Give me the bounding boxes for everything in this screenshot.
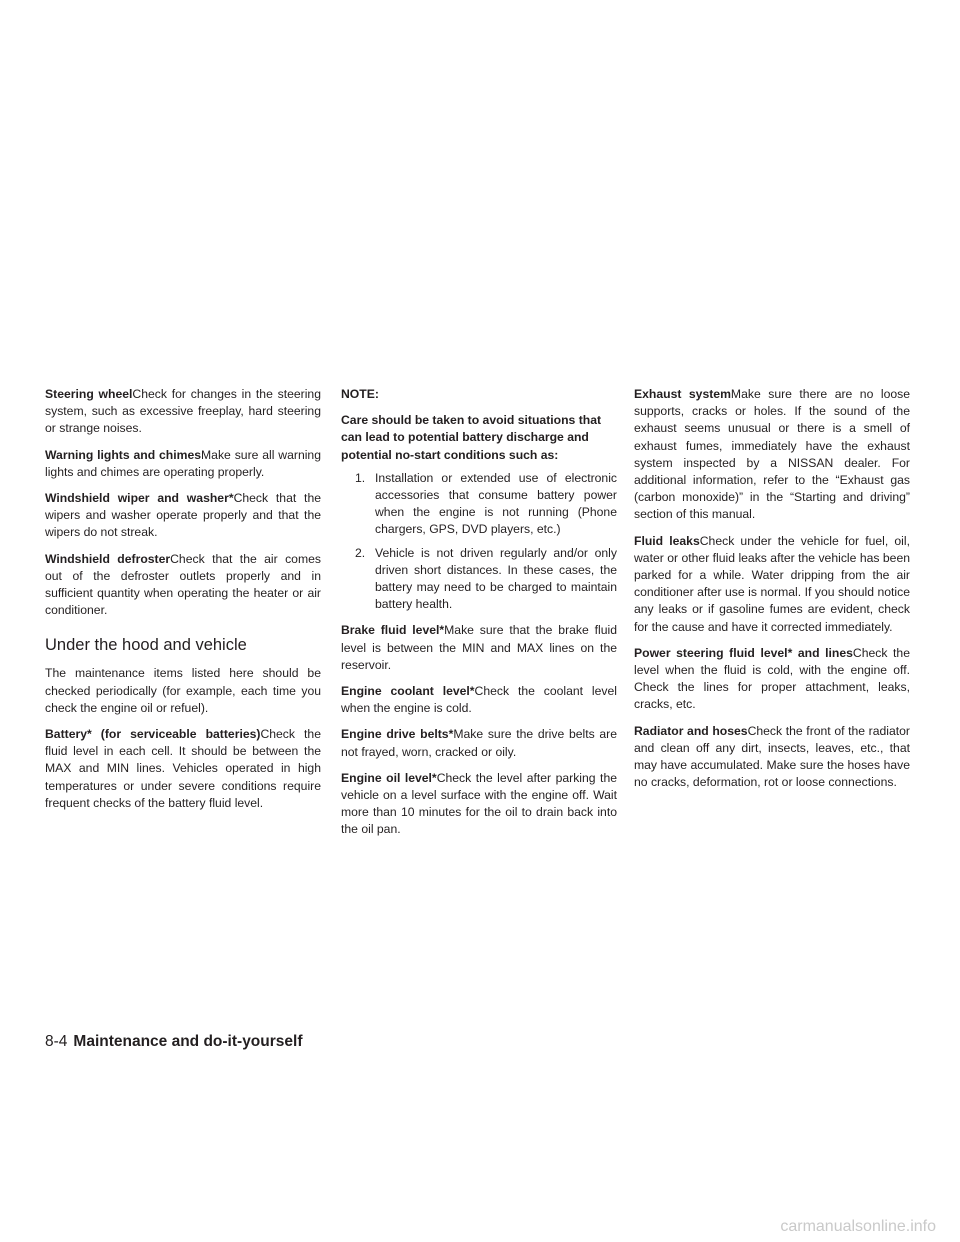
item-text: Check that the wipers and washer operate properly and that the wipers do not streak.: [45, 491, 321, 540]
watermark: carmanualsonline.info: [780, 1218, 936, 1235]
item-term: Warning lights and chimes: [45, 447, 202, 462]
list-number: 1.: [355, 470, 366, 485]
item-power-steering: [634, 645, 910, 714]
item-text: Check the level when the fluid is cold, with the engine off. Check the lines for proper attachment, leaks, cracks, etc.: [634, 645, 910, 712]
item-term: Fluid leaks: [634, 533, 700, 548]
section-heading: Under the hood and vehicle: [45, 636, 247, 655]
item-term: Power steering fluid level* and lines: [634, 645, 853, 660]
item-battery: [45, 726, 321, 812]
item-text: Check the fluid level in each cell. It should be between the MAX and MIN lines. Vehicles operated in high temperatures or under severe conditions require frequent checks of the battery fluid level.: [45, 727, 321, 810]
list-item: [341, 545, 617, 614]
item-term: Radiator and hoses: [634, 723, 748, 738]
item-text: Check under the vehicle for fuel, oil, water or other fluid leaks after the vehicle has been parked for a while. Water dripping from the air conditioner after use is normal. If you should notice any leaks or if gasoline fumes are evident, check for the cause and have it corrected immediately.: [634, 533, 910, 634]
item-term: Brake fluid level*: [341, 623, 445, 638]
chapter-title: Maintenance and do-it-yourself: [73, 1033, 303, 1050]
item-term: Battery* (for serviceable batteries): [45, 727, 261, 742]
item-warning-lights: [45, 447, 321, 481]
note-text: Care should be taken to avoid situations that can lead to potential battery discharge and potential no-start conditions such as:: [341, 413, 602, 462]
column-right: [634, 386, 910, 800]
item-term: Engine oil level*: [341, 770, 437, 785]
list-item: [341, 470, 617, 539]
item-text: Check the level after parking the vehicle on a level surface with the engine off. Wait more than 10 minutes for the oil to drain back into the oil pan.: [341, 770, 617, 837]
item-windshield-defroster: [45, 551, 321, 620]
list-text: Vehicle is not driven regularly and/or only driven short distances. In these cases, the battery may need to be charged to maintain battery health.: [375, 545, 617, 612]
item-exhaust-system: [634, 386, 910, 524]
item-text: Check the front of the radiator and clean off any dirt, insects, leaves, etc., that may have accumulated. Make sure the hoses have no cracks, deformation, rot or loose connections.: [634, 723, 910, 790]
list-number: 2.: [355, 545, 366, 560]
item-text: Make sure all warning lights and chimes are operating properly.: [45, 447, 321, 479]
item-term: Engine coolant level*: [341, 684, 475, 699]
item-text: Check that the air comes out of the defroster outlets properly and in sufficient quantity when operating the heater or air conditioner.: [45, 551, 321, 618]
item-text: Make sure that the brake fluid level is between the MIN and MAX lines on the reservoir.: [341, 623, 617, 672]
item-brake-fluid: [341, 622, 617, 674]
item-term: Engine drive belts*: [341, 727, 454, 742]
item-fluid-leaks: [634, 533, 910, 636]
item-term: Exhaust system: [634, 387, 731, 401]
item-term: Windshield wiper and washer*: [45, 491, 234, 506]
page-number: 8-4: [45, 1033, 68, 1050]
item-text: Make sure the drive belts are not frayed, worn, cracked or oily.: [341, 727, 617, 759]
list-text: Installation or extended use of electronic accessories that consume battery power when the engine is not running (Phone chargers, GPS, DVD players, etc.): [375, 470, 617, 537]
item-steering-wheel: [45, 386, 321, 438]
column-left: [45, 386, 321, 821]
item-text: Check the coolant level when the engine is cold.: [341, 684, 617, 716]
item-drive-belts: [341, 726, 617, 760]
item-radiator-hoses: [634, 723, 910, 792]
item-text: Check for changes in the steering system, such as excessive freeplay, hard steering or strange noises.: [45, 387, 321, 436]
item-windshield-wiper: [45, 490, 321, 542]
section-intro: The maintenance items listed here should be checked periodically (for example, each time you check the engine oil or refuel).: [45, 666, 321, 715]
item-engine-coolant: [341, 683, 617, 717]
column-middle: [341, 386, 617, 848]
item-text: Make sure there are no loose supports, cracks or holes. If the sound of the exhaust seems unusual or there is a smell of exhaust fumes, immediately have the exhaust system inspected by a NISSAN dealer. For additional information, refer to the “Exhaust gas (carbon monoxide)” in the “Starting and driving” section of this manual.: [634, 387, 910, 522]
item-engine-oil: [341, 770, 617, 839]
note-list: [341, 470, 617, 614]
note-label: NOTE:: [341, 387, 379, 401]
item-term: Windshield defroster: [45, 551, 171, 566]
item-term: Steering wheel: [45, 387, 133, 401]
page-footer: [45, 1032, 303, 1052]
